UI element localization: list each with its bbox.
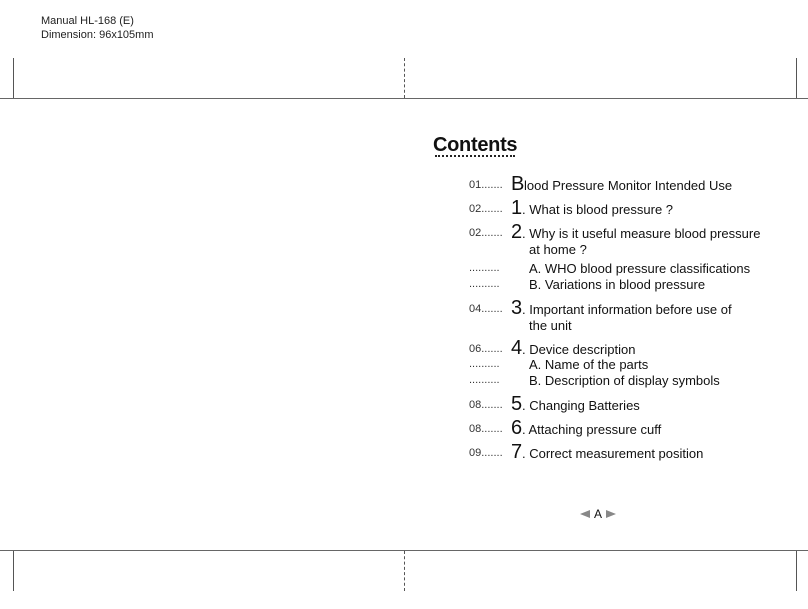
toc-number: 2 xyxy=(511,221,523,243)
toc-subtext: B. Variations in blood pressure xyxy=(529,277,706,292)
toc-entry[interactable] xyxy=(469,394,789,418)
page-border-bottom xyxy=(0,550,808,551)
toc-leader: .......... xyxy=(469,374,500,386)
document-header xyxy=(41,14,154,42)
toc-text: . Changing Batteries xyxy=(522,398,640,413)
toc-text: . Device description xyxy=(522,342,636,357)
toc-entry[interactable] xyxy=(469,338,789,358)
toc-page: 04....... xyxy=(469,303,503,315)
fold-mark-bottom xyxy=(404,551,405,591)
dimension-label: Dimension: 96x105mm xyxy=(41,29,154,41)
toc-subentry[interactable] xyxy=(469,262,789,278)
toc-subentry[interactable] xyxy=(469,278,789,298)
page-border-top xyxy=(0,98,808,99)
toc-initial: B xyxy=(511,173,525,195)
crop-mark-left-top xyxy=(13,58,14,98)
toc-subentry[interactable] xyxy=(469,358,789,374)
toc-entry[interactable] xyxy=(469,418,789,442)
toc-page: 08....... xyxy=(469,423,503,435)
title-underline xyxy=(435,155,515,157)
toc-subentry[interactable] xyxy=(469,374,789,394)
toc-subtext: A. Name of the parts xyxy=(529,357,649,372)
toc-leader: .......... xyxy=(469,358,500,370)
page-label: A xyxy=(594,507,603,521)
contents-title: Contents xyxy=(433,134,518,156)
toc-entry[interactable] xyxy=(469,174,789,198)
crop-mark-left-bottom xyxy=(13,551,14,591)
fold-mark-top xyxy=(404,58,405,98)
toc-subtext: A. WHO blood pressure classifications xyxy=(529,261,751,276)
toc-page: 02....... xyxy=(469,227,503,239)
toc-number: 7 xyxy=(511,441,523,463)
toc-number: 1 xyxy=(511,197,523,219)
toc-page: 08....... xyxy=(469,399,503,411)
toc-entry[interactable] xyxy=(469,222,789,262)
crop-mark-right-top xyxy=(796,58,797,98)
toc-entry[interactable] xyxy=(469,442,789,466)
toc-text-continued: at home ? xyxy=(529,242,587,257)
toc-number: 4 xyxy=(511,337,523,359)
toc-subtext: B. Description of display symbols xyxy=(529,373,720,388)
toc-text: . Important information before use of xyxy=(522,302,732,317)
toc-text: . Why is it useful measure blood pressure xyxy=(522,226,761,241)
toc-text: . Correct measurement position xyxy=(522,446,704,461)
toc-page: 06....... xyxy=(469,343,503,355)
crop-mark-right-bottom xyxy=(796,551,797,591)
page-indicator xyxy=(580,507,616,521)
manual-label: Manual HL-168 (E) xyxy=(41,15,134,27)
toc-text: lood Pressure Monitor Intended Use xyxy=(524,178,733,193)
toc-entry[interactable] xyxy=(469,298,789,338)
toc-number: 5 xyxy=(511,393,523,415)
toc-page: 02....... xyxy=(469,203,503,215)
toc-leader: .......... xyxy=(469,278,500,290)
toc-number: 6 xyxy=(511,417,523,439)
toc-text-continued: the unit xyxy=(529,318,572,333)
toc-page: 01....... xyxy=(469,179,503,191)
toc-number: 3 xyxy=(511,297,523,319)
table-of-contents xyxy=(469,174,789,466)
toc-entry[interactable] xyxy=(469,198,789,222)
toc-page: 09....... xyxy=(469,447,503,459)
arrow-right-icon xyxy=(606,510,616,518)
toc-text: . Attaching pressure cuff xyxy=(522,422,662,437)
toc-text: . What is blood pressure ? xyxy=(522,202,674,217)
toc-leader: .......... xyxy=(469,262,500,274)
arrow-left-icon xyxy=(580,510,590,518)
